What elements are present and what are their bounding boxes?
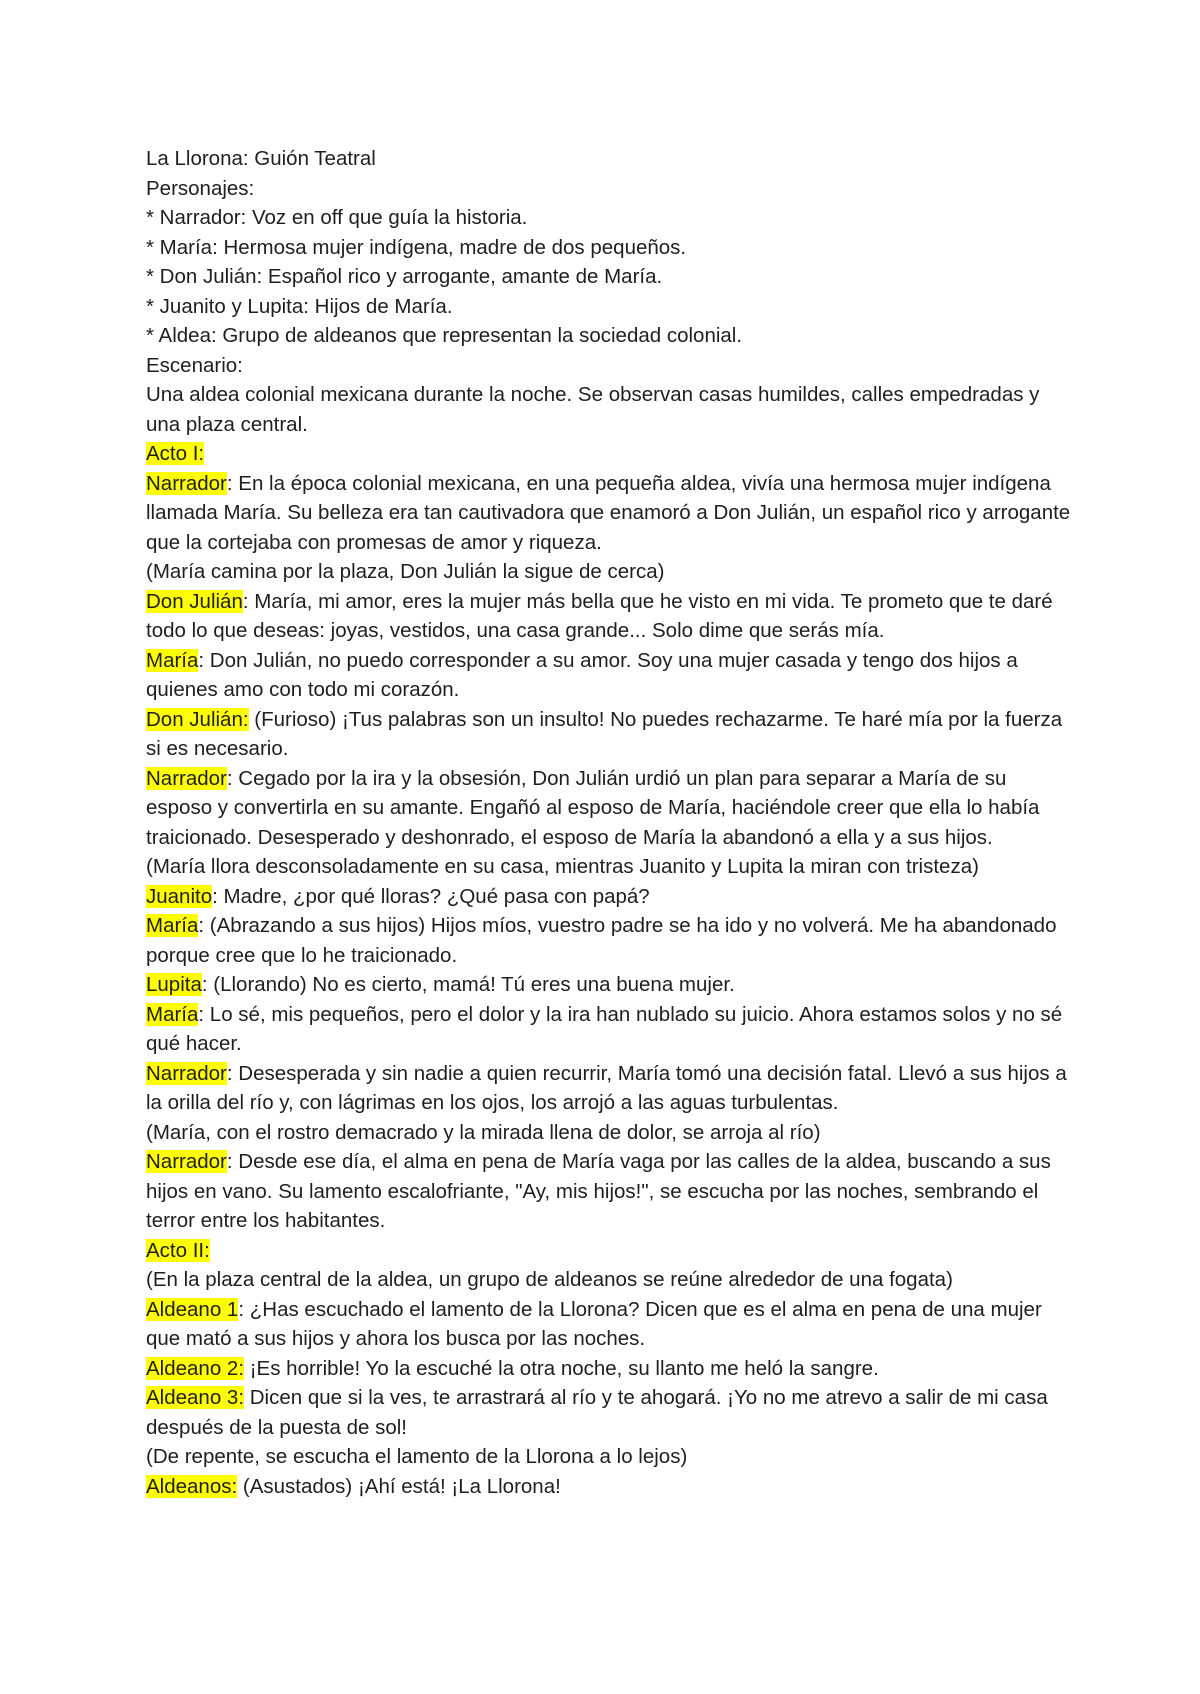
speaker-name: Narrador (146, 471, 227, 495)
act-2-heading (146, 1236, 1076, 1266)
speaker-separator: : (226, 766, 233, 790)
speaker-name: Aldeanos: (146, 1474, 238, 1498)
line-text: Don Julián, no puedo corresponder a su amor. Soy una mujer casada y tengo dos hijos a quienes amo con todo mi corazón. (146, 648, 1024, 701)
line-text: (María, con el rostro demacrado y la mirada llena de dolor, se arroja al río) (146, 1120, 821, 1144)
stage-direction (146, 557, 1076, 587)
dialogue-line (146, 911, 1076, 970)
act-2-body (146, 1265, 1076, 1501)
dialogue-line (146, 1383, 1076, 1442)
speaker-name: Narrador (146, 1061, 227, 1085)
speaker-separator: : (201, 973, 208, 996)
speaker-separator: : (242, 589, 249, 613)
setting-text: Una aldea colonial mexicana durante la noche. Se observan casas humildes, calles empedradas y una plaza central. (146, 383, 1040, 436)
speaker-name: Lupita (146, 973, 202, 996)
act-1-heading-label: Acto I: (146, 442, 205, 465)
line-text: Madre, ¿por qué lloras? ¿Qué pasa con papá? (217, 884, 650, 908)
line-text: ¿Has escuchado el lamento de la Llorona? Dicen que es el alma en pena de una mujer que mató a sus hijos y ahora los busca por las noches. (146, 1297, 1048, 1350)
dialogue-line (146, 1354, 1076, 1384)
line-text: (María camina por la plaza, Don Julián la sigue de cerca) (146, 560, 665, 583)
document-title: La Llorona: Guión Teatral (146, 147, 376, 170)
line-text: (Abrazando a sus hijos) Hijos míos, vuestro padre se ha ido y no volverá. Me ha abandonado porque cree que lo he traicionado. (146, 914, 1063, 967)
line-text: (Llorando) No es cierto, mamá! Tú eres una buena mujer. (207, 973, 735, 996)
speaker-name: Don Julián (146, 589, 243, 613)
speaker-name: Narrador (146, 766, 227, 790)
cast-heading: Personajes: (146, 176, 255, 200)
dialogue-line (146, 469, 1076, 558)
line-text: (Furioso) ¡Tus palabras son un insulto! No puedes rechazarme. Te haré mía por la fuerza si es necesario. (146, 707, 1068, 760)
speaker-separator: : (226, 1150, 233, 1173)
setting-heading: Escenario: (146, 353, 243, 377)
speaker-name: Narrador (146, 1150, 227, 1173)
speaker-name: Don Julián: (146, 707, 249, 731)
line-text: Lo sé, mis pequeños, pero el dolor y la ira han nublado su juicio. Ahora estamos solos y no sé qué hacer. (146, 1002, 1068, 1055)
dialogue-line (146, 1472, 1076, 1502)
cast-list (146, 203, 1076, 351)
speaker-name: Aldeano 3: (146, 1386, 245, 1409)
speaker-name: Aldeano 1 (146, 1297, 239, 1321)
dialogue-line (146, 587, 1076, 646)
line-text: (Asustados) ¡Ahí está! ¡La Llorona! (237, 1474, 561, 1498)
stage-direction (146, 1118, 1076, 1148)
dialogue-line (146, 882, 1076, 912)
line-text: En la época colonial mexicana, en una pequeña aldea, vivía una hermosa mujer indígena llamada María. Su belleza era tan cautivadora que enamoró a Don Julián, un español rico y arrogante que la cortejaba con promesas de amor y riqueza. (146, 471, 1076, 554)
stage-direction (146, 852, 1076, 882)
act-1-body (146, 469, 1076, 1236)
line-text: ¡Es horrible! Yo la escuché la otra noche, su llanto me heló la sangre. (244, 1356, 879, 1380)
line-text: (De repente, se escucha el lamento de la Llorona a lo lejos) (146, 1445, 688, 1468)
speaker-separator: : (226, 1061, 233, 1085)
dialogue-line (146, 1295, 1076, 1354)
speaker-name: María (146, 1002, 199, 1026)
speaker-name: María (146, 914, 199, 937)
cast-item: * Aldea: Grupo de aldeanos que representan la sociedad colonial. (146, 324, 743, 347)
speaker-name: Aldeano 2: (146, 1356, 245, 1380)
line-text: Cegado por la ira y la obsesión, Don Julián urdió un plan para separar a María de su esposo y convertirla en su amante. Engañó al esposo de María, haciéndole creer que ella lo había traicionado. Desesperado y deshonrado, el esposo de María la abandonó a ella y a sus hijos. (146, 766, 1046, 849)
speaker-separator: : (226, 471, 233, 495)
line-text: Desde ese día, el alma en pena de María vaga por las calles de la aldea, buscando a sus hijos en vano. Su lamento escalofriante, "Ay, mis hijos!", se escucha por las noches, sembrando el terror entre los habitantes. (146, 1150, 1057, 1232)
line-text: Dicen que si la ves, te arrastrará al río y te ahogará. ¡Yo no me atrevo a salir de mi casa después de la puesta de sol! (146, 1386, 1054, 1439)
dialogue-line (146, 705, 1076, 764)
speaker-separator: : (198, 914, 205, 937)
cast-item: * María: Hermosa mujer indígena, madre de dos pequeños. (146, 235, 687, 259)
cast-item: * Don Julián: Español rico y arrogante, amante de María. (146, 265, 663, 288)
dialogue-line (146, 970, 1076, 1000)
speaker-separator: : (198, 648, 205, 672)
act-2-heading-label: Acto II: (146, 1238, 210, 1262)
dialogue-line (146, 1000, 1076, 1059)
stage-direction (146, 1442, 1076, 1472)
cast-item: * Narrador: Voz en off que guía la historia. (146, 206, 528, 229)
line-text: Desesperada y sin nadie a quien recurrir, María tomó una decisión fatal. Llevó a sus hijos a la orilla del río y, con lágrimas en los ojos, los arrojó a las aguas turbulentas. (146, 1061, 1073, 1114)
speaker-name: Juanito (146, 884, 213, 908)
speaker-separator: : (212, 884, 218, 908)
stage-direction (146, 1265, 1076, 1295)
speaker-separator: : (238, 1297, 245, 1321)
dialogue-line (146, 1059, 1076, 1118)
speaker-separator: : (198, 1002, 205, 1026)
line-text: María, mi amor, eres la mujer más bella que he visto en mi vida. Te prometo que te daré todo lo que deseas: joyas, vestidos, una casa grande... Solo dime que serás mía. (146, 589, 1059, 642)
document-page (146, 144, 1076, 1501)
cast-item: * Juanito y Lupita: Hijos de María. (146, 294, 453, 318)
line-text: (María llora desconsoladamente en su casa, mientras Juanito y Lupita la miran con tristeza) (146, 855, 979, 878)
speaker-name: María (146, 648, 199, 672)
act-1-heading (146, 439, 1076, 469)
dialogue-line (146, 764, 1076, 853)
line-text: (En la plaza central de la aldea, un grupo de aldeanos se reúne alrededor de una fogata) (146, 1268, 953, 1291)
dialogue-line (146, 646, 1076, 705)
dialogue-line (146, 1147, 1076, 1236)
